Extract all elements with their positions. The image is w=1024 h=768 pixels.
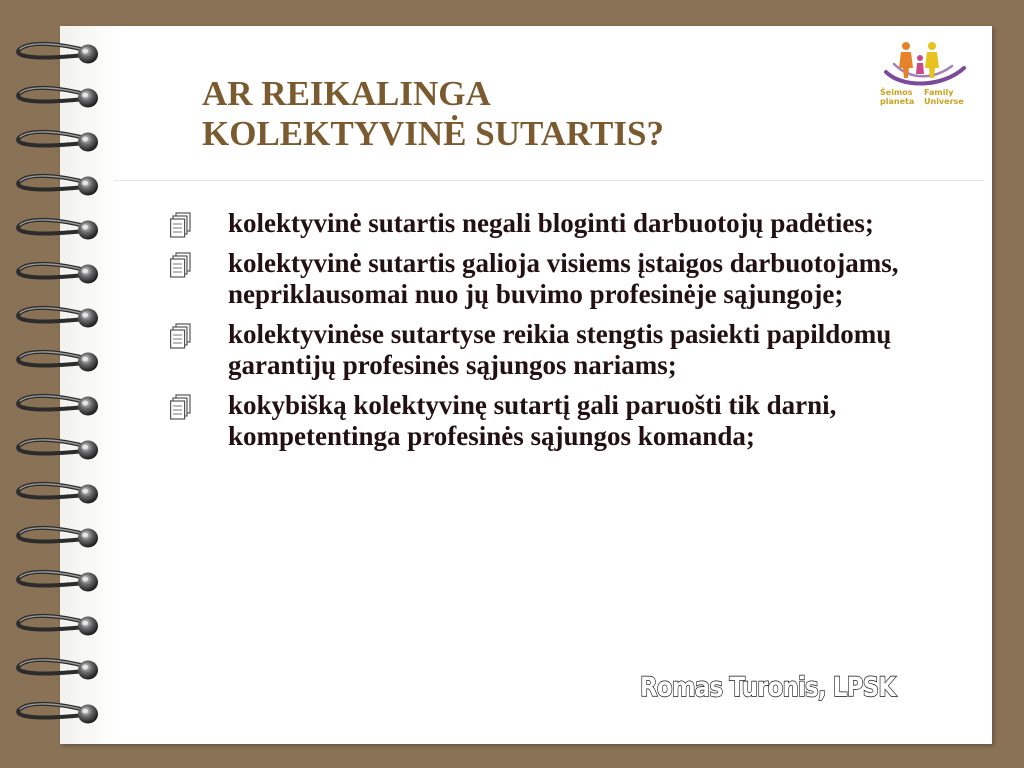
family-universe-logo [872, 38, 976, 114]
spiral-ring-icon [18, 440, 98, 460]
list-item [170, 390, 910, 453]
spiral-ring-icon [18, 572, 98, 592]
spiral-ring-icon [18, 660, 98, 680]
spiral-ring-icon [18, 396, 98, 416]
bullet-list [170, 208, 910, 461]
spiral-ring-icon [18, 176, 98, 196]
spiral-ring-icon [18, 484, 98, 504]
notepad-stack-icon [170, 252, 194, 278]
bullet-text: kokybišką kolektyvinę sutartį gali paruošti tik darni, kompetentinga profesinės sąjungos komanda; [228, 389, 837, 451]
spiral-ring-icon [18, 616, 98, 636]
spiral-ring-icon [18, 264, 98, 284]
logo-right-line-1: Family [924, 88, 954, 97]
logo-right-line-2: Universe [924, 97, 964, 106]
spiral-ring-icon [18, 132, 98, 152]
spiral-ring-icon [18, 528, 98, 548]
spiral-ring-icon [18, 44, 98, 64]
notepad-stack-icon [170, 323, 194, 349]
bullet-text: kolektyvinė sutartis galioja visiems įstaigos darbuotojams, nepriklausomai nuo jų buvimo profesinėje sąjungoje; [228, 247, 899, 309]
title-line-2: KOLEKTYVINĖ SUTARTIS? [202, 114, 664, 153]
logo-left-line-1: Šeimos [880, 88, 913, 97]
spiral-ring-icon [18, 704, 98, 724]
notepad-stack-icon [170, 394, 194, 420]
notepad-stack-icon [170, 212, 194, 238]
spiral-ring-icon [18, 308, 98, 328]
logo-left-line-2: planeta [880, 97, 915, 106]
list-item [170, 319, 910, 382]
spiral-ring-icon [18, 220, 98, 240]
bullet-text: kolektyvinėse sutartyse reikia stengtis pasiekti papildomų garantijų profesinės sąjungos nariams; [228, 318, 892, 380]
bullet-text: kolektyvinė sutartis negali bloginti darbuotojų padėties; [228, 208, 874, 238]
logo-text-left [880, 88, 914, 106]
list-item [170, 208, 910, 240]
list-item [170, 248, 910, 311]
spiral-ring-icon [18, 352, 98, 372]
family-figures-icon [872, 38, 976, 90]
title-line-1: AR REIKALINGA [202, 74, 491, 113]
spiral-binding [0, 0, 120, 768]
author-signature: Romas Turonis, LPSK [640, 672, 896, 703]
spiral-ring-icon [18, 88, 98, 108]
slide-title [202, 74, 664, 154]
logo-text-right [924, 88, 964, 106]
ring-group [18, 44, 98, 724]
title-divider [114, 180, 984, 181]
